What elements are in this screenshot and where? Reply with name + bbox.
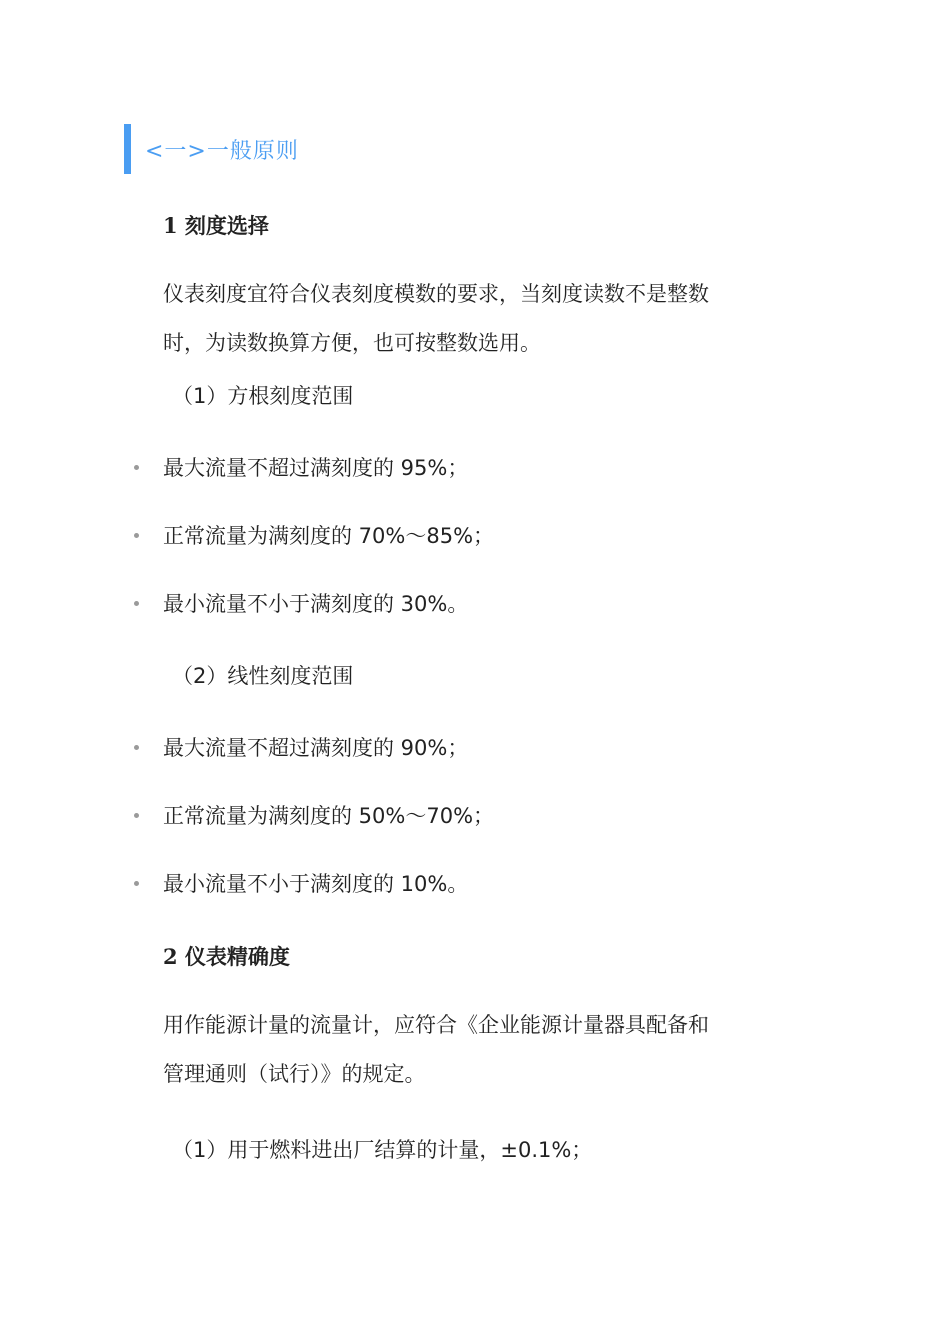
bullet-dot	[134, 465, 139, 470]
section-heading	[124, 124, 299, 174]
bullet-dot	[134, 745, 139, 750]
bullet-dot	[134, 813, 139, 818]
paragraph-scale-selection	[163, 270, 803, 368]
paragraph-line: 用作能源计量的流量计，应符合《企业能源计量器具配备和	[163, 1013, 709, 1037]
list-item: 正常流量为满刻度的 70%～85%；	[163, 524, 495, 548]
section-heading-text: <一>一般原则	[145, 138, 299, 164]
subsection-title-scale: 1 刻度选择	[163, 213, 269, 238]
list-item: 最大流量不超过满刻度的 95%；	[163, 456, 469, 480]
subsection-title-accuracy: 2 仪表精确度	[163, 944, 290, 969]
sqrt-scale-title: （1）方根刻度范围	[172, 384, 354, 408]
paragraph-accuracy	[163, 1001, 803, 1099]
paragraph-line: 仪表刻度宜符合仪表刻度模数的要求，当刻度读数不是整数	[163, 282, 709, 306]
list-item: 正常流量为满刻度的 50%～70%；	[163, 804, 495, 828]
bullet-dot	[134, 533, 139, 538]
paragraph-line: 管理通则（试行）》的规定。	[163, 1062, 426, 1086]
accuracy-item-1: （1）用于燃料进出厂结算的计量，±0.1%；	[172, 1138, 593, 1162]
list-item: 最小流量不小于满刻度的 10%。	[163, 872, 469, 896]
bullet-dot	[134, 881, 139, 886]
list-item: 最大流量不超过满刻度的 90%；	[163, 736, 469, 760]
linear-scale-title: （2）线性刻度范围	[172, 664, 354, 688]
list-item: 最小流量不小于满刻度的 30%。	[163, 592, 469, 616]
paragraph-line: 时，为读数换算方便，也可按整数选用。	[163, 331, 541, 355]
bullet-dot	[134, 601, 139, 606]
